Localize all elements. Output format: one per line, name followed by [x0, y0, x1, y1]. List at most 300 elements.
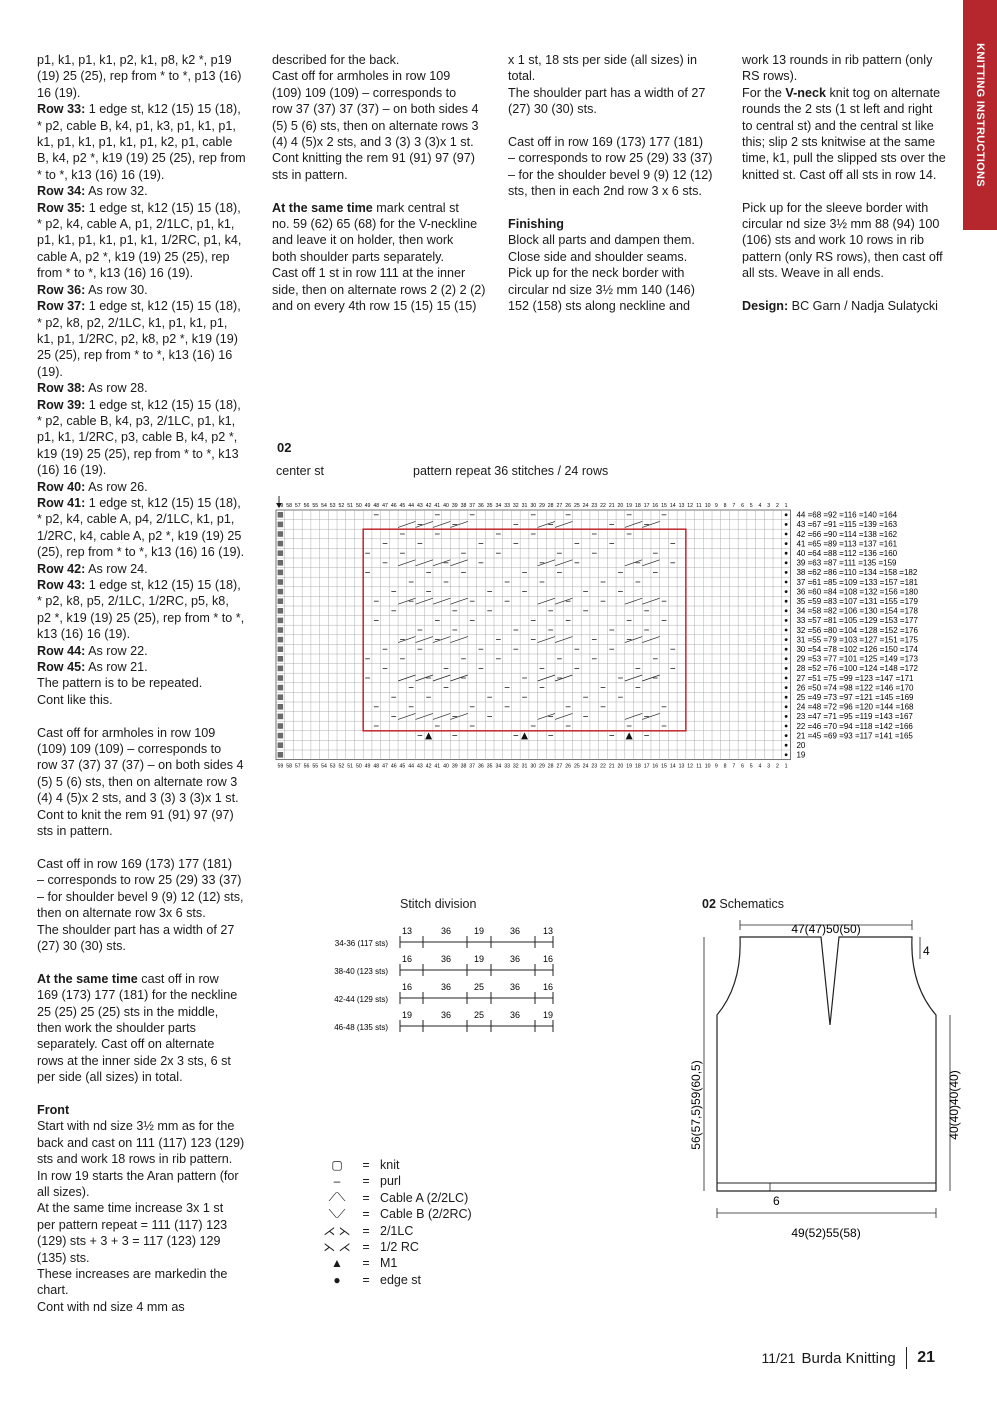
- paragraph-gap: [37, 954, 262, 970]
- text-line: (19).: [37, 364, 63, 379]
- column-number: 40: [443, 763, 449, 770]
- edge-st-dot-icon: [785, 648, 788, 651]
- column-number: 50: [355, 763, 362, 770]
- text-line: These increases are markedin the: [37, 1267, 228, 1281]
- text-line: (5) 5 (6) sts, then on alternate row 3: [37, 774, 238, 789]
- column-number: 27: [556, 763, 563, 770]
- text-line: then work the shoulder parts: [37, 1020, 196, 1035]
- text-run: 1 edge st, k12 (15) 15 (18),: [85, 102, 241, 117]
- edge-st-dot-icon: [785, 523, 788, 526]
- text-line: k19 (19) 25 (25), rep from * to *, k13: [37, 446, 239, 461]
- text-line: chart.: [37, 1283, 69, 1298]
- column-number: 30: [530, 503, 537, 509]
- column-number: 25: [573, 503, 580, 509]
- edge-st-icon: [278, 714, 284, 720]
- column-number: 38: [460, 503, 467, 509]
- column-number: 17: [643, 503, 650, 509]
- text-run: mark central st: [372, 200, 459, 215]
- column-number: 1: [784, 503, 788, 509]
- purl-dash-icon: –: [333, 1174, 341, 1189]
- column-number: 42: [425, 763, 432, 770]
- text-line: back and cast on 111 (117) 123 (129): [37, 1135, 245, 1150]
- row-label: 25 =49 =73 =97 =121 =145 =169: [796, 693, 914, 702]
- edge-st-dot-icon: [785, 657, 788, 660]
- edge-st-dot-icon: [785, 753, 788, 756]
- stitch-count: 36: [440, 982, 452, 992]
- equals-sign: =: [362, 1272, 370, 1287]
- text-line: rows at the inner side 2x 3 sts, 6 st: [37, 1053, 231, 1068]
- column-number: 51: [347, 763, 354, 770]
- row-label: 36 =60 =84 =108 =132 =156 =180: [796, 587, 918, 597]
- column-number: 18: [634, 763, 641, 770]
- lc-2-1-icon: ⋌ ⋋: [323, 1223, 351, 1238]
- edge-st-icon: [278, 570, 284, 576]
- column-number: 24: [582, 763, 589, 770]
- column-number: 18: [634, 503, 641, 509]
- text-line: both shoulder parts separately.: [272, 249, 444, 264]
- legend-item: [322, 1206, 472, 1222]
- text-line: [37, 183, 262, 199]
- edge-st-icon: [278, 541, 284, 547]
- row-label: 19: [796, 750, 806, 760]
- row-label: 41 =65 =89 =113 =137 =161: [796, 539, 898, 549]
- text-line: work 13 rounds in rib pattern (only: [742, 53, 933, 67]
- column-number: 39: [451, 763, 458, 770]
- paragraph-gap: [508, 200, 736, 216]
- column-number: 6: [741, 763, 744, 770]
- text-run: As row 24.: [85, 561, 148, 576]
- stitch-count: 36: [509, 926, 521, 936]
- legend-item: [322, 1173, 401, 1189]
- row-label: 40 =64 =88 =112 =136 =160: [796, 549, 898, 558]
- column-number: 16: [652, 763, 659, 770]
- edge-st-dot-icon: [785, 677, 788, 680]
- column-number: 3: [767, 503, 771, 509]
- text-line: sts, then in each 2nd row 3 x 6 sts.: [508, 184, 702, 199]
- text-line: [37, 495, 262, 511]
- edge-st-dot-icon: [785, 638, 788, 641]
- column-number: 35: [486, 763, 493, 770]
- text-line: circular nd size 3½ mm 140 (146): [508, 282, 695, 297]
- equals-sign: =: [362, 1158, 370, 1172]
- text-run: As row 28.: [85, 381, 148, 396]
- edge-st-icon: [278, 579, 284, 585]
- legend-label: knit: [380, 1158, 400, 1172]
- stitch-division-row-label: 46-48 (135 sts): [334, 1023, 388, 1032]
- edge-st-dot-icon: [785, 600, 788, 603]
- edge-st-dot-icon: [785, 715, 788, 718]
- column-number: 53: [329, 503, 336, 509]
- paragraph-gap: [37, 1086, 262, 1102]
- stitch-count: 13: [542, 926, 554, 936]
- column-number: 34: [495, 763, 502, 770]
- text-line: Cast off in row 169 (173) 177 (181): [508, 135, 704, 150]
- legend-item: [322, 1190, 468, 1206]
- column-number: 13: [678, 503, 685, 509]
- column-number: 33: [504, 503, 510, 509]
- stitch-division-row-label: 34-36 (117 sts): [334, 939, 388, 948]
- neck-depth-label: 4: [923, 944, 930, 958]
- row-label: 23 =47 =71 =95 =119 =143 =167: [796, 712, 913, 722]
- text-line: p1, k1, p1, k1, p1, k1, 1/2RC, p1, k4,: [37, 233, 242, 248]
- column-number: 5: [749, 503, 753, 509]
- edge-st-icon: [278, 531, 284, 537]
- text-line: (16) 16 (19).: [37, 463, 107, 478]
- row-label: 27 =51 =75 =99 =123 =147 =171: [796, 673, 914, 683]
- text-run: cast off in row: [137, 971, 219, 986]
- column-number: 23: [591, 503, 598, 509]
- top-width-label: 47(47)50(50): [791, 922, 861, 936]
- text-line: and leave it on holder, then work: [272, 233, 454, 248]
- text-line: (19) 25 (25), rep from * to *, p13 (16): [37, 69, 242, 84]
- text-line: pattern (only RS rows), then cast off: [742, 249, 943, 264]
- text-line: 16 (19).: [37, 85, 81, 100]
- equals-sign: =: [362, 1190, 370, 1205]
- text-run: As row 22.: [85, 643, 148, 658]
- side-height-label: 40(40)40(40): [947, 1070, 961, 1140]
- text-run: 1 edge st, k12 (15) 15 (18),: [85, 200, 241, 215]
- equals-sign: =: [362, 1223, 370, 1238]
- column-number: 22: [600, 763, 606, 770]
- center-stitch-label: center st: [276, 464, 324, 478]
- column-number: 45: [399, 503, 406, 509]
- edge-st-icon: [278, 637, 284, 643]
- legend-item: [322, 1255, 397, 1271]
- column-number: 11: [696, 763, 702, 770]
- paragraph-gap: [272, 183, 500, 199]
- text-line: described for the back.: [272, 53, 400, 67]
- row-label: 44 =68 =92 =116 =140 =164: [796, 510, 898, 520]
- column-number: 37: [469, 503, 476, 509]
- schematic-title-text: Schematics: [715, 897, 784, 911]
- text-line: At the same time increase 3x 1 st: [37, 1201, 224, 1216]
- text-line: [37, 200, 262, 216]
- edge-st-icon: [278, 704, 284, 710]
- edge-st-dot-icon: [785, 581, 788, 584]
- front-outline: [717, 937, 936, 1191]
- text-line: Cast off for armholes in row 109: [272, 69, 451, 84]
- stitch-division-row-label: 42-44 (129 sts): [334, 995, 388, 1004]
- text-run: As row 32.: [85, 184, 148, 199]
- pattern-repeat-label: pattern repeat 36 stitches / 24 rows: [413, 464, 609, 478]
- bold-run: V-neck: [785, 85, 827, 100]
- text-column-4: [742, 52, 962, 314]
- column-number: 5: [749, 763, 753, 770]
- edge-st-icon: [278, 589, 284, 595]
- text-line: – for shoulder bevel 9 (9) 12 (12) sts,: [37, 889, 244, 904]
- stitch-division-row-label: 38-40 (123 sts): [334, 967, 388, 976]
- cable-a-icon: ⟋⟍: [328, 1190, 346, 1205]
- column-number: 13: [678, 763, 685, 770]
- column-number: 9: [714, 763, 718, 770]
- edge-st-dot-icon: [785, 571, 788, 574]
- column-number: 49: [364, 503, 371, 509]
- text-line: [37, 971, 262, 987]
- text-line: 25 (25) 25 (25) sts in the middle,: [37, 1004, 219, 1019]
- text-run: As row 21.: [85, 660, 148, 675]
- edge-st-dot-icon: [785, 533, 788, 536]
- text-column-3: [508, 52, 736, 314]
- text-line: [37, 397, 262, 413]
- edge-st-dot-icon: [785, 590, 788, 593]
- edge-st-dot-icon: [785, 629, 788, 632]
- bold-run: Row 40:: [37, 479, 86, 494]
- row-label: 35 =59 =83 =107 =131 =155 =179: [796, 597, 918, 606]
- equals-sign: =: [362, 1207, 370, 1222]
- text-line: k1, p1, 1/2RC, p2, k8, p2 *, k19 (19): [37, 331, 238, 346]
- column-number: 40: [443, 503, 449, 509]
- column-number: 10: [704, 503, 711, 509]
- text-line: p2 *, k19 (19) 25 (25), rep from * to *,: [37, 610, 245, 625]
- column-number: 19: [626, 503, 633, 509]
- column-number: 36: [478, 763, 484, 770]
- rib-height-label: 6: [773, 1194, 780, 1208]
- edge-st-icon: [278, 550, 284, 556]
- text-line: [37, 659, 262, 675]
- text-line: [37, 643, 262, 659]
- column-number: 37: [469, 763, 476, 770]
- legend-item: [322, 1223, 413, 1239]
- text-line: row 37 (37) 37 (37) – on both sides 4: [272, 102, 479, 117]
- column-number: 16: [652, 503, 659, 509]
- text-line: 152 (158) sts along neckline and: [508, 299, 691, 314]
- text-line: x 1 st, 18 sts per side (all sizes) in: [508, 53, 697, 67]
- bold-run: Row 34:: [37, 184, 86, 199]
- column-number: 8: [723, 503, 727, 509]
- paragraph-gap: [37, 839, 262, 855]
- column-number: 48: [373, 503, 380, 509]
- legend-item: [322, 1239, 419, 1255]
- column-number: 23: [591, 763, 598, 770]
- text-line: [37, 282, 262, 298]
- edge-st-dot-icon: [785, 705, 788, 708]
- row-label: 33 =57 =81 =105 =129 =153 =177: [796, 616, 918, 626]
- text-line: all sizes).: [37, 1184, 90, 1199]
- text-line: (25), rep from * to *, k13 (16) 16 (19).: [37, 545, 245, 560]
- text-line: [37, 479, 262, 495]
- bold-run: Row 42:: [37, 561, 86, 576]
- column-number: 47: [382, 763, 388, 770]
- column-number: 54: [321, 503, 327, 509]
- text-line: circular nd size 3½ mm 88 (94) 100: [742, 217, 940, 232]
- text-line: The shoulder part has a width of 27: [37, 922, 235, 937]
- column-number: 36: [478, 503, 484, 509]
- column-number: 46: [390, 503, 397, 509]
- column-number: 27: [556, 503, 563, 509]
- text-line: Cont to knit the rem 91 (91) 97 (97): [37, 807, 234, 822]
- edge-st-dot-icon: [785, 734, 788, 737]
- stitch-count: 16: [401, 982, 413, 992]
- text-line: no. 59 (62) 65 (68) for the V-neckline: [272, 217, 478, 232]
- text-column-2: [272, 52, 500, 314]
- row-label: 39 =63 =87 =111 =135 =159: [796, 558, 897, 568]
- text-line: (109) 109 (109) – corresponds to: [37, 742, 222, 757]
- column-number: 14: [669, 503, 676, 509]
- edge-st-icon: [278, 675, 284, 681]
- row-label: 28 =52 =76 =100 =124 =148 =172: [796, 664, 918, 674]
- edge-st-dot-icon: ●: [333, 1272, 341, 1287]
- column-number: 50: [355, 503, 362, 509]
- text-line: Cont like this.: [37, 692, 113, 707]
- text-line: per pattern repeat = 111 (117) 123: [37, 1217, 228, 1232]
- stitch-count: 19: [473, 926, 485, 936]
- edge-st-icon: [278, 752, 284, 758]
- column-number: 26: [565, 763, 572, 770]
- legend-label: 2/1LC: [380, 1223, 414, 1238]
- column-number: 25: [573, 763, 580, 770]
- row-label: 43 =67 =91 =115 =139 =163: [796, 520, 898, 530]
- text-line: this; slip 2 sts knitwise at the same: [742, 135, 936, 150]
- text-run: As row 30.: [85, 282, 148, 297]
- text-line: (27) 30 (30) sts.: [508, 102, 597, 117]
- column-number: 41: [434, 763, 441, 770]
- column-number: 28: [547, 503, 554, 509]
- schematic-number: 02: [702, 897, 716, 911]
- stitch-division-diagram: [320, 920, 570, 1050]
- edge-st-icon: [278, 723, 284, 729]
- column-number: 30: [530, 763, 537, 770]
- text-line: sts in pattern.: [37, 824, 113, 839]
- text-run: 1 edge st, k12 (15) 15 (18),: [85, 578, 241, 592]
- bold-run: Row 37:: [37, 299, 86, 314]
- text-line: Pick up for the neck border with: [508, 266, 685, 281]
- text-line: (135) sts.: [37, 1250, 90, 1265]
- text-line: (5) 5 (6) sts, then on alternate rows 3: [272, 118, 479, 133]
- page-footer: [761, 1347, 935, 1369]
- text-line: all sts. Weave in all ends.: [742, 266, 884, 281]
- row-label: 24 =48 =72 =96 =120 =144 =168: [796, 702, 914, 712]
- column-number: 49: [364, 763, 371, 770]
- column-number: 54: [321, 763, 327, 770]
- text-run: For the: [742, 85, 786, 100]
- column-number: 35: [486, 503, 493, 509]
- legend-label: edge st: [380, 1272, 422, 1287]
- text-line: Pick up for the sleeve border with: [742, 200, 929, 215]
- edge-st-icon: [278, 598, 284, 604]
- column-number: 41: [434, 503, 441, 509]
- schematic-title: [702, 897, 784, 911]
- column-number: 15: [661, 763, 667, 770]
- text-line: Block all parts and dampen them.: [508, 233, 695, 248]
- text-run: BC Garn / Nadja Sulatycki: [788, 299, 938, 314]
- bold-run: Row 45:: [37, 660, 86, 675]
- column-number: 58: [286, 503, 292, 509]
- garment-schematic: [680, 915, 970, 1250]
- column-number: 44: [408, 763, 415, 770]
- stitch-count: 19: [473, 954, 485, 964]
- column-number: 56: [303, 503, 310, 509]
- column-number: 29: [539, 503, 545, 509]
- row-label: 22 =46 =70 =94 =118 =142 =166: [796, 721, 913, 731]
- bold-run: Row 35:: [37, 200, 86, 215]
- column-number: 43: [416, 503, 423, 509]
- paragraph-gap: [742, 282, 962, 298]
- edge-st-icon: [278, 733, 284, 739]
- text-line: k1, p1, k1, p1, k1, p1, k2, p1, cable: [37, 135, 233, 150]
- equals-sign: =: [362, 1174, 370, 1189]
- total-height-label: 56(57,5)59(60,5): [689, 1060, 703, 1150]
- edge-st-icon: [278, 656, 284, 662]
- column-number: 20: [617, 763, 624, 770]
- column-number: 3: [767, 763, 771, 770]
- column-number: 14: [669, 763, 676, 770]
- row-label: 26 =50 =74 =98 =122 =146 =170: [796, 683, 914, 693]
- page-number: 21: [917, 1349, 935, 1366]
- column-number: 31: [521, 503, 528, 509]
- text-line: The shoulder part has a width of 27: [508, 85, 706, 100]
- bold-run: At the same time: [37, 971, 138, 986]
- text-line: cable A, p2 *, k19 (19) 25 (25), rep: [37, 249, 230, 264]
- edge-st-dot-icon: [785, 725, 788, 728]
- bold-run: Row 33:: [37, 102, 86, 117]
- column-number: 4: [758, 503, 762, 509]
- column-number: 58: [286, 763, 292, 770]
- paragraph-gap: [37, 708, 262, 724]
- row-label: 32 =56 =80 =104 =128 =152 =176: [796, 625, 918, 635]
- column-number: 57: [294, 763, 301, 770]
- column-number: 10: [704, 763, 711, 770]
- text-line: and on every 4th row 15 (15) 15 (15): [272, 299, 477, 314]
- legend-item: [322, 1157, 399, 1173]
- text-line: Cont with nd size 4 mm as: [37, 1299, 185, 1314]
- magazine-name: Burda Knitting: [801, 1349, 896, 1367]
- text-line: [37, 298, 262, 314]
- column-number: 7: [732, 503, 736, 509]
- legend-label: M1: [380, 1256, 398, 1271]
- bold-run: Row 38:: [37, 381, 86, 396]
- legend-item: [322, 1272, 421, 1288]
- edge-st-dot-icon: [785, 513, 788, 516]
- paragraph-gap: [508, 118, 736, 134]
- column-number: 51: [347, 503, 354, 509]
- equals-sign: =: [362, 1240, 370, 1254]
- row-label: 34 =58 =82 =106 =130 =154 =178: [796, 606, 918, 616]
- column-number: 53: [329, 763, 336, 770]
- text-line: Close side and shoulder seams.: [508, 249, 688, 264]
- edge-st-icon: [278, 694, 284, 700]
- text-line: to central st) and the central st like: [742, 118, 934, 133]
- stitch-count: 36: [440, 954, 452, 964]
- row-label: 37 =61 =85 =109 =133 =157 =181: [796, 577, 918, 587]
- stitch-count: 25: [473, 982, 485, 992]
- text-line: Cast off 1 st in row 111 at the inner: [272, 266, 466, 281]
- edge-st-icon: [278, 627, 284, 633]
- column-number: 32: [512, 763, 519, 770]
- row-label: 20: [796, 741, 806, 750]
- edge-st-icon: [278, 608, 284, 614]
- column-number: 6: [741, 503, 744, 509]
- bottom-width-label: 49(52)55(58): [791, 1226, 861, 1240]
- column-number: 47: [382, 503, 388, 509]
- row-label: 21 =45 =69 =93 =117 =141 =165: [796, 731, 913, 741]
- chart-number: 02: [277, 440, 292, 455]
- text-run: 1 edge st, k12 (15) 15 (18),: [85, 495, 241, 510]
- column-number: 9: [714, 503, 718, 509]
- column-number: 52: [338, 763, 345, 770]
- text-line: (129) sts + 3 + 3 = 117 (123) 129: [37, 1234, 221, 1249]
- bold-run: Row 44:: [37, 643, 86, 658]
- text-line: side, then on alternate rows 2 (2) 2 (2): [272, 282, 486, 297]
- text-line: The pattern is to be repeated.: [37, 676, 203, 691]
- column-number: 55: [312, 503, 319, 509]
- column-number: 4: [758, 763, 762, 770]
- paragraph-gap: [742, 183, 962, 199]
- text-line: [742, 85, 962, 101]
- text-line: (27) 30 (30) sts.: [37, 938, 126, 953]
- text-line: – for the shoulder bevel 9 (9) 12 (12): [508, 167, 713, 182]
- stitch-count: 36: [440, 926, 452, 936]
- text-line: separately. Cast off on alternate: [37, 1037, 215, 1052]
